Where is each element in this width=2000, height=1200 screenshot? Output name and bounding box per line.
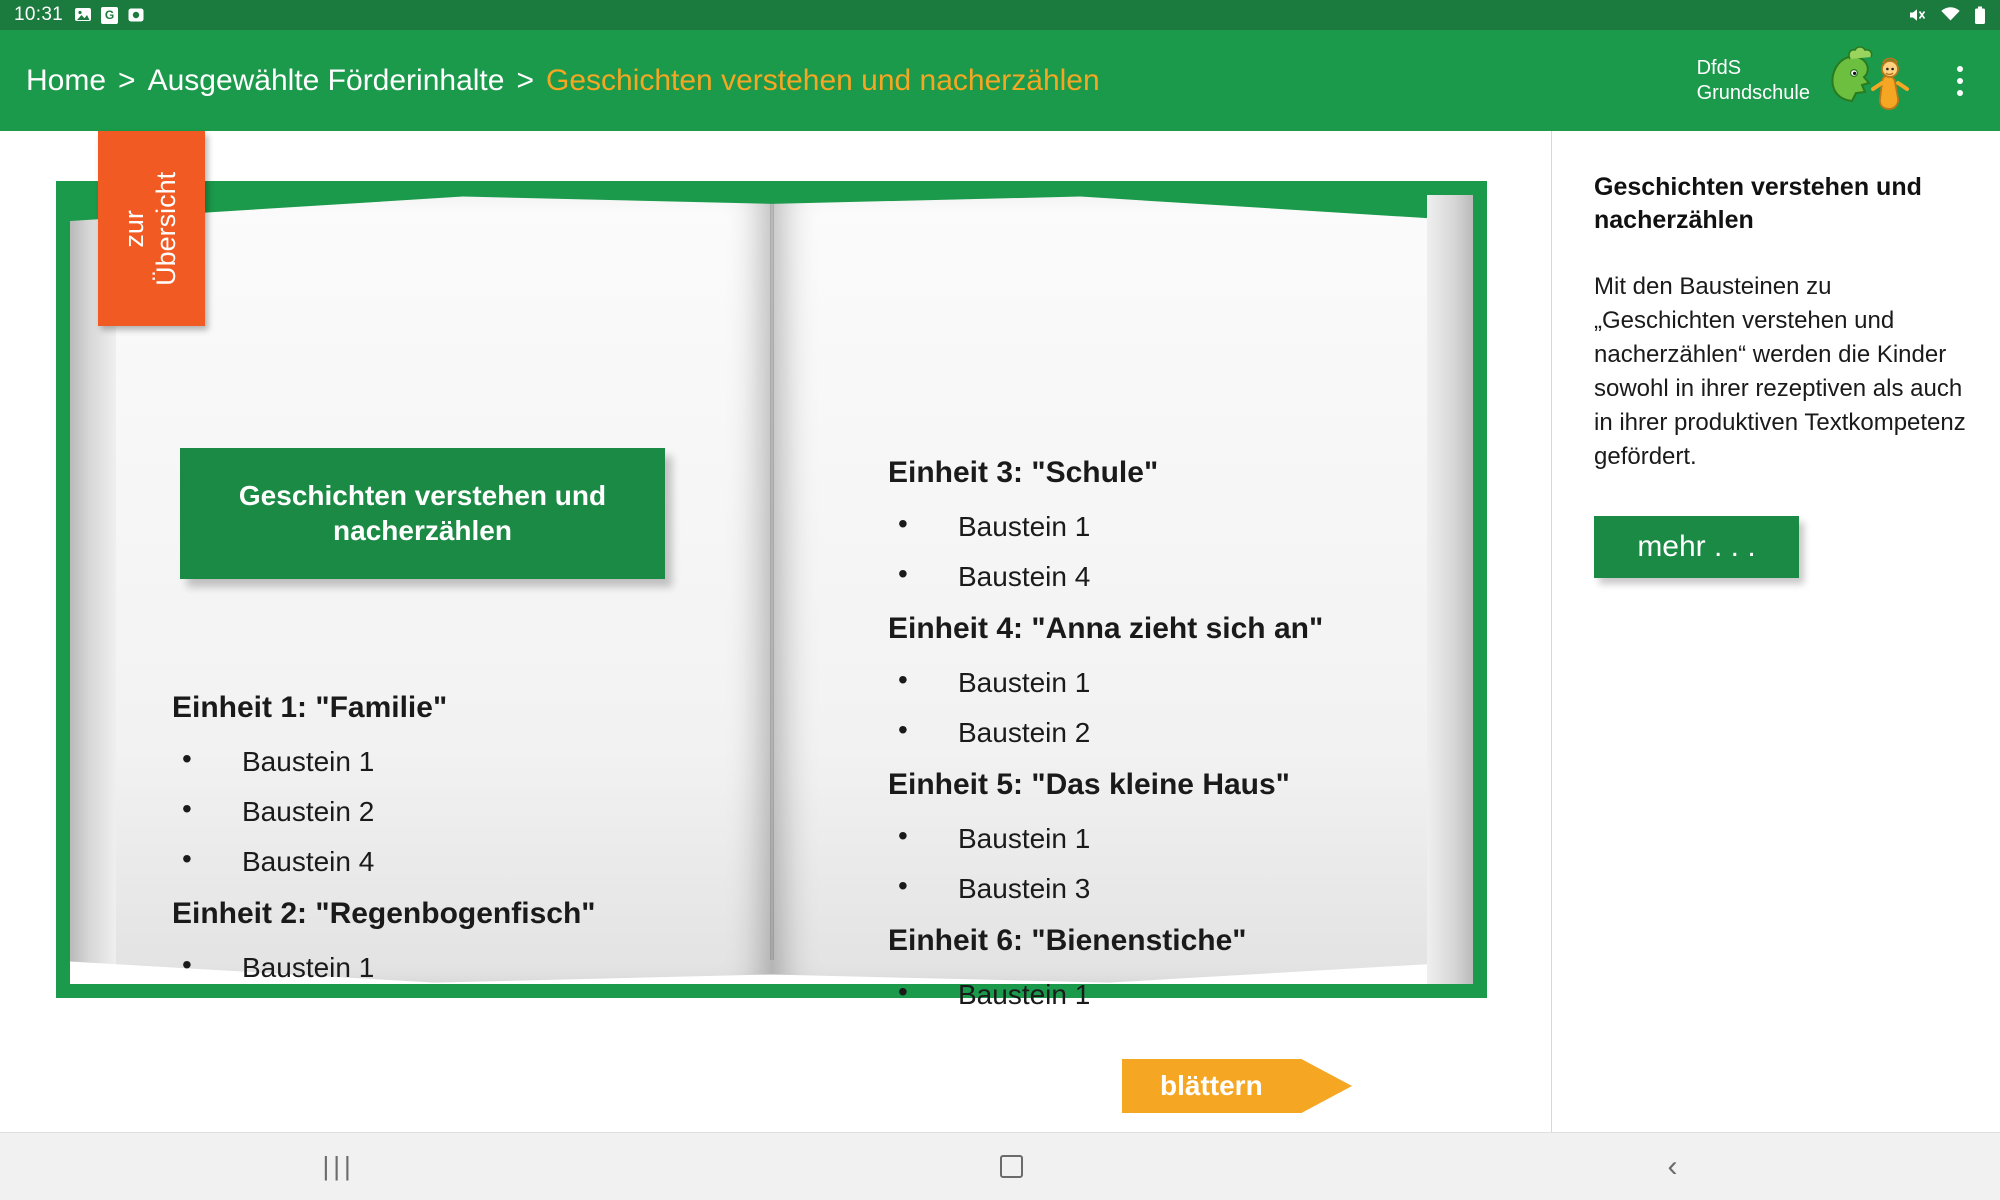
status-right-icons — [1907, 6, 1986, 25]
info-sidebar — [1551, 131, 2000, 1132]
list-item[interactable]: • Baustein 1 — [172, 737, 692, 787]
kebab-menu-icon[interactable] — [1940, 51, 1980, 111]
battery-icon — [1974, 6, 1986, 25]
list-item[interactable]: • Baustein 1 — [888, 970, 1408, 1020]
home-square-icon[interactable] — [1000, 1155, 1023, 1178]
book-pane — [0, 131, 1551, 1132]
unit-heading-6: Einheit 6: "Bienenstiche" — [888, 924, 1247, 957]
breadcrumb-item-home[interactable]: Home — [26, 63, 107, 97]
left-page-content — [172, 691, 692, 1003]
sidebar-title: Geschichten verstehen und nacherzählen — [1594, 173, 1922, 234]
zur-uebersicht-line-1: zur — [119, 209, 150, 248]
sidebar-description: Mit den Bausteinen zu „Geschichten verstehen und nacherzählen“ werden die Kinder sowohl in ihrer rezeptiven als auch in ihrer produktiven Textkompetenz gefördert. — [1594, 273, 1966, 471]
breadcrumb-separator: > — [118, 63, 136, 97]
back-icon[interactable]: ‹ — [1667, 1149, 1678, 1183]
unit-heading-4: Einheit 4: "Anna zieht sich an" — [888, 612, 1324, 645]
dragon-mascot-icon — [1824, 43, 1916, 119]
zur-uebersicht-tab[interactable] — [98, 131, 205, 326]
zur-uebersicht-label — [120, 171, 184, 285]
android-status-bar — [0, 0, 2000, 30]
recent-apps-icon[interactable]: ||| — [322, 1151, 355, 1181]
unit-list-6 — [888, 970, 1408, 1020]
wifi-icon — [1940, 6, 1961, 24]
list-item[interactable]: • Baustein 1 — [888, 658, 1408, 708]
list-item[interactable]: • Baustein 2 — [172, 787, 692, 837]
list-item[interactable]: • Baustein 4 — [888, 552, 1408, 602]
zur-uebersicht-line-2: Übersicht — [151, 171, 182, 286]
mute-icon — [1907, 6, 1927, 24]
list-item[interactable]: • Baustein 1 — [888, 502, 1408, 552]
breadcrumb-item-foerderinhalte[interactable]: Ausgewählte Förderinhalte — [147, 63, 505, 97]
status-left-icons — [74, 6, 145, 24]
google-icon: G — [101, 7, 118, 24]
right-page-content — [888, 456, 1408, 1030]
list-item[interactable]: • Baustein 3 — [888, 864, 1408, 914]
breadcrumb-item-current: Geschichten verstehen und nacherzählen — [545, 63, 1100, 97]
breadcrumb-separator: > — [516, 63, 534, 97]
breadcrumb — [26, 64, 1100, 98]
unit-heading-2: Einheit 2: "Regenbogenfisch" — [172, 897, 596, 930]
screenshot-icon — [127, 6, 145, 24]
unit-list-5 — [888, 814, 1408, 914]
brand-name — [1697, 56, 1810, 106]
unit-list-1 — [172, 737, 692, 887]
list-item[interactable]: • Baustein 4 — [172, 837, 692, 887]
app-bar — [0, 30, 2000, 131]
unit-list-4 — [888, 658, 1408, 758]
content-area — [0, 131, 2000, 1132]
android-nav-bar — [0, 1132, 2000, 1200]
blaettern-button[interactable] — [1122, 1059, 1352, 1113]
unit-list-2 — [172, 943, 692, 993]
book-title-card: Geschichten verstehen und nacherzählen — [180, 448, 665, 579]
unit-list-3 — [888, 502, 1408, 602]
brand-line-2: Grundschule — [1696, 81, 1810, 104]
list-item[interactable]: • Baustein 1 — [888, 814, 1408, 864]
brand-line-1: DfdS — [1696, 56, 1742, 79]
mehr-button[interactable]: mehr . . . — [1594, 516, 1799, 578]
unit-heading-5: Einheit 5: "Das kleine Haus" — [888, 768, 1290, 801]
unit-heading-1: Einheit 1: "Familie" — [172, 691, 448, 724]
book-spine — [770, 203, 774, 960]
unit-heading-3: Einheit 3: "Schule" — [888, 456, 1159, 489]
list-item[interactable]: • Baustein 1 — [172, 943, 692, 993]
list-item[interactable]: • Baustein 2 — [888, 708, 1408, 758]
app-bar-right — [1697, 43, 1980, 119]
blaettern-label: blättern — [1160, 1070, 1263, 1101]
status-clock: 10:31 — [14, 4, 64, 25]
image-icon — [74, 6, 92, 24]
